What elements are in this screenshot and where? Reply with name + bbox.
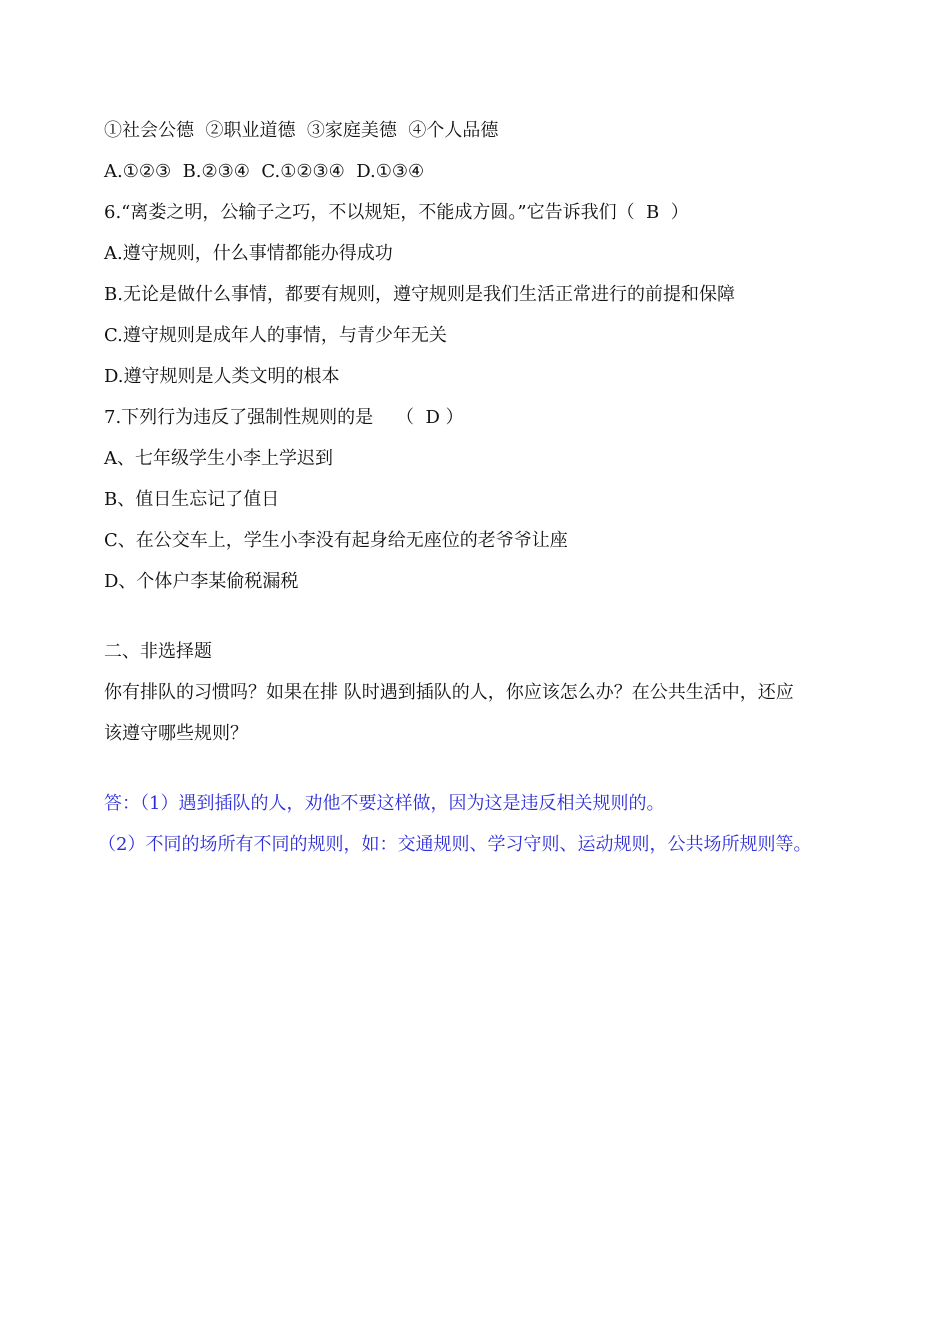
answer-line2: （2）不同的场所有不同的规则，如：交通规则、学习守则、运动规则，公共场所规则等。 [98,834,812,855]
section2-heading: 二、非选择题 [104,641,212,662]
q7-option-c: C、在公交车上，学生小李没有起身给无座位的老爷爷让座 [104,530,568,551]
q6-stem: 6.“离娄之明，公输子之巧，不以规矩，不能成方圆。”它告诉我们（ B ） [104,202,689,223]
q6-option-d: D.遵守规则是人类文明的根本 [104,366,340,387]
q6-option-a: A.遵守规则，什么事情都能办得成功 [104,243,393,264]
q7-option-b: B、值日生忘记了值日 [104,489,280,510]
q6-option-c: C.遵守规则是成年人的事情，与青少年无关 [104,325,447,346]
section2-question-line2: 该遵守哪些规则？ [104,723,248,744]
answer-line1: 答：（1）遇到插队的人，劝他不要这样做，因为这是违反相关规则的。 [104,793,665,814]
q7-stem: 7.下列行为违反了强制性规则的是 （ D ） [104,407,464,428]
q7-option-a: A、七年级学生小李上学迟到 [104,448,333,469]
q6-option-b: B.无论是做什么事情，都要有规则，遵守规则是我们生活正常进行的前提和保障 [104,284,735,305]
q7-option-d: D、个体户李某偷税漏税 [104,571,299,592]
section2-question-line1: 你有排队的习惯吗？如果在排 队时遇到插队的人，你应该怎么办？在公共生活中，还应 [104,682,794,703]
q5-choices-line: A.①②③ B.②③④ C.①②③④ D.①③④ [104,161,425,182]
q5-options-line: ①社会公德 ②职业道德 ③家庭美德 ④个人品德 [104,120,499,141]
